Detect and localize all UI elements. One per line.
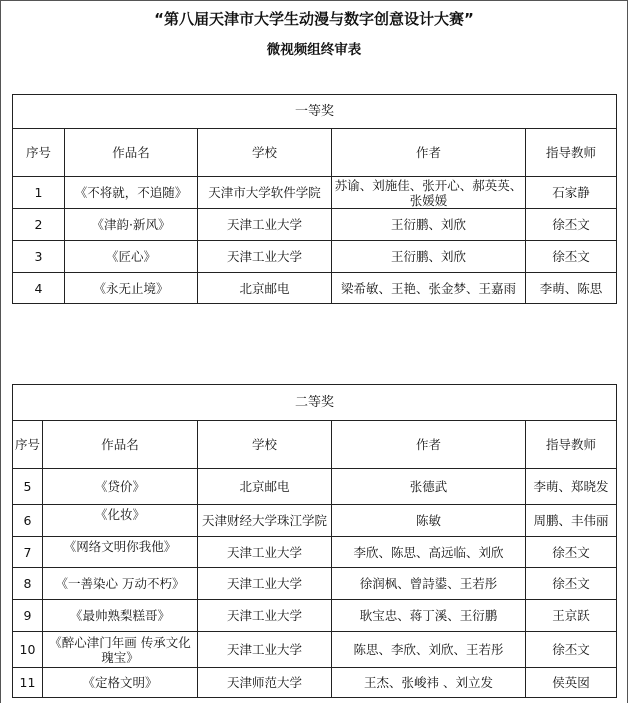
cell-teacher: 王京跃 xyxy=(526,600,617,632)
table-row xyxy=(13,668,617,698)
cell-teacher: 徐丕文 xyxy=(526,537,617,568)
cell-work: 《贷价》 xyxy=(43,469,198,505)
cell-authors: 陈思、李欣、刘欣、王若彤 xyxy=(332,632,526,668)
cell-work: 《网络文明你我他》 xyxy=(43,537,198,568)
header-school: 学校 xyxy=(198,129,332,177)
table-header-row xyxy=(13,421,617,469)
cell-authors: 王杰、张峻祎 、刘立发 xyxy=(332,668,526,698)
table-row xyxy=(13,177,617,209)
cell-work: 《化妆》 xyxy=(43,505,198,537)
cell-teacher: 李萌、陈思 xyxy=(526,273,617,304)
cell-work: 《一善染心 万动不朽》 xyxy=(43,568,198,600)
cell-no: 2 xyxy=(13,209,65,241)
cell-work: 《最帅熟梨糕哥》 xyxy=(43,600,198,632)
cell-school: 天津师范大学 xyxy=(198,668,332,698)
cell-school: 北京邮电 xyxy=(198,273,332,304)
header-school: 学校 xyxy=(198,421,332,469)
table-row xyxy=(13,469,617,505)
cell-teacher: 徐丕文 xyxy=(526,632,617,668)
header-work: 作品名 xyxy=(65,129,198,177)
header-teacher: 指导教师 xyxy=(526,421,617,469)
header-work: 作品名 xyxy=(43,421,198,469)
table-row xyxy=(13,505,617,537)
cell-teacher: 侯英囡 xyxy=(526,668,617,698)
cell-school: 天津工业大学 xyxy=(198,568,332,600)
cell-teacher: 徐丕文 xyxy=(526,568,617,600)
cell-school: 天津工业大学 xyxy=(198,600,332,632)
cell-teacher: 李萌、郑晓发 xyxy=(526,469,617,505)
cell-teacher: 石家静 xyxy=(526,177,617,209)
second-prize-heading: 二等奖 xyxy=(13,385,617,421)
cell-school: 天津工业大学 xyxy=(198,209,332,241)
cell-work: 《永无止境》 xyxy=(65,273,198,304)
cell-no: 4 xyxy=(13,273,65,304)
cell-school: 天津工业大学 xyxy=(198,241,332,273)
header-authors: 作者 xyxy=(332,129,526,177)
cell-school: 天津财经大学珠江学院 xyxy=(198,505,332,537)
cell-authors: 张德武 xyxy=(332,469,526,505)
cell-no: 3 xyxy=(13,241,65,273)
header-teacher: 指导教师 xyxy=(526,129,617,177)
cell-no: 6 xyxy=(13,505,43,537)
table-row xyxy=(13,632,617,668)
cell-no: 5 xyxy=(13,469,43,505)
cell-teacher: 徐丕文 xyxy=(526,209,617,241)
table-row xyxy=(13,241,617,273)
cell-school: 天津工业大学 xyxy=(198,537,332,568)
cell-authors: 陈敏 xyxy=(332,505,526,537)
cell-authors: 耿宝忠、蒋丁溪、王衍鹏 xyxy=(332,600,526,632)
cell-school: 北京邮电 xyxy=(198,469,332,505)
cell-authors: 王衍鹏、刘欣 xyxy=(332,209,526,241)
cell-no: 11 xyxy=(13,668,43,698)
cell-teacher: 徐丕文 xyxy=(526,241,617,273)
table-row xyxy=(13,209,617,241)
header-no: 序号 xyxy=(13,421,43,469)
header-no: 序号 xyxy=(13,129,65,177)
cell-authors: 王衍鹏、刘欣 xyxy=(332,241,526,273)
table-row xyxy=(13,273,617,304)
cell-work: 《津韵·新风》 xyxy=(65,209,198,241)
cell-teacher: 周鹏、丰伟丽 xyxy=(526,505,617,537)
table-header-row xyxy=(13,129,617,177)
cell-authors: 徐润枫、曾詩鍙、王若彤 xyxy=(332,568,526,600)
table-row xyxy=(13,537,617,568)
cell-work: 《定格文明》 xyxy=(43,668,198,698)
cell-work: 《醉心津门年画 传承文化瑰宝》 xyxy=(43,632,198,668)
cell-no: 9 xyxy=(13,600,43,632)
cell-work: 《匠心》 xyxy=(65,241,198,273)
cell-authors: 苏谕、刘施佳、张开心、郝英英、张媛媛 xyxy=(332,177,526,209)
cell-no: 1 xyxy=(13,177,65,209)
first-prize-heading: 一等奖 xyxy=(13,95,617,129)
header-authors: 作者 xyxy=(332,421,526,469)
cell-authors: 李欣、陈思、高远临、刘欣 xyxy=(332,537,526,568)
cell-no: 7 xyxy=(13,537,43,568)
second-prize-table xyxy=(12,384,617,698)
table-row xyxy=(13,600,617,632)
cell-school: 天津工业大学 xyxy=(198,632,332,668)
first-prize-table xyxy=(12,94,617,304)
document-subtitle: 微视频组终审表 xyxy=(266,42,362,58)
cell-authors: 梁希敏、王艳、张金梦、王嘉雨 xyxy=(332,273,526,304)
document-title: “第八届天津市大学生动漫与数字创意设计大赛” xyxy=(154,10,474,28)
cell-work: 《不将就，不追随》 xyxy=(65,177,198,209)
cell-no: 10 xyxy=(13,632,43,668)
cell-school: 天津市大学软件学院 xyxy=(198,177,332,209)
table-row xyxy=(13,568,617,600)
cell-no: 8 xyxy=(13,568,43,600)
